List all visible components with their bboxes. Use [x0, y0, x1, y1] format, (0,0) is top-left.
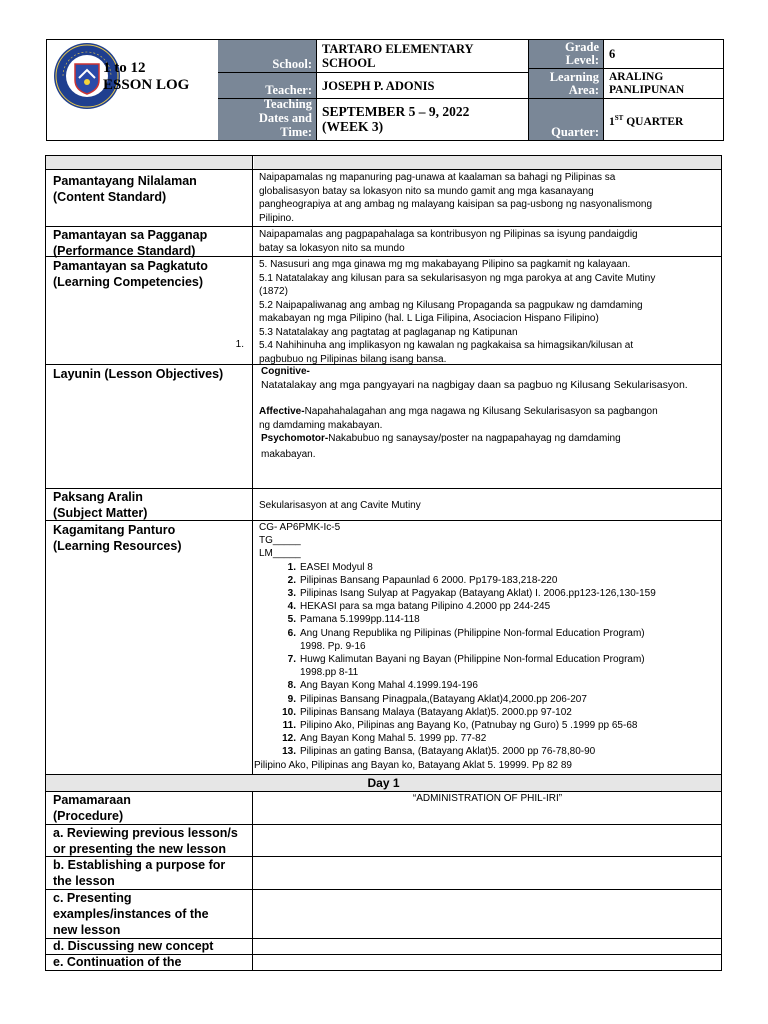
psychomotor-line: Psychomotor-Nakabubuo ng sanaysay/poster na nagpapahayag ng damdaming: [261, 433, 621, 444]
learning-area-label: Learning Area:: [549, 70, 599, 97]
objectives-row: [46, 364, 721, 488]
resource-number: 10.: [282, 706, 296, 718]
resource-text: Pilipino Ako, Pilipinas ang Bayang Ko, (Patnubay ng Guro) 5 .1999 pp 65-68: [300, 720, 638, 732]
teacher-label: Teacher:: [265, 83, 312, 97]
learning-area-value: ARALING PANLIPUNAN: [604, 69, 723, 98]
resource-text: Pilipinas an gating Bansa, (Batayang Aklat)5. 2000 pp 76-78,80-90: [300, 746, 596, 758]
resource-text: Pilipinas Bansang Pinagpala,(Batayang Aklat)4,2000.pp 206-207: [300, 693, 587, 705]
resource-text: Pilipinas Isang Sulyap at Pagyakap (Batayang Aklat) I. 2006.pp123-126,130-159: [300, 588, 656, 600]
resource-number: 6.: [287, 627, 296, 639]
step-d-row: [46, 938, 721, 954]
grade-level-value: 6: [604, 40, 723, 68]
resource-item: [279, 561, 721, 574]
resource-text: Pamana 5.1999pp.114-118: [300, 614, 420, 626]
content-standard-row: [46, 169, 721, 226]
procedure-text: “ADMINISTRATION OF PHIL-IRI”: [412, 793, 563, 804]
resource-item: [279, 693, 721, 706]
step-b-row: [46, 856, 721, 889]
resource-text: Pilipinas Bansang Papaunlad 6 2000. Pp179-183,218-220: [300, 574, 558, 586]
affective-line: Affective-Napahahalagahan ang mga nagawa ng Kilusang Sekularisasyon sa pagbangon: [259, 406, 658, 417]
grade-level-label: Grade Level:: [564, 40, 599, 67]
resource-number: 7.: [287, 654, 296, 666]
step-c-label: c. Presenting examples/instances of the new lesson: [46, 890, 253, 938]
resource-item: [279, 706, 721, 719]
resource-number: 2.: [287, 574, 296, 586]
resource-item-continuation: [279, 640, 721, 653]
learning-competencies-label: Pamantayan sa Pagkatuto (Learning Competencies) 1.: [46, 257, 253, 364]
teacher-value: JOSEPH P. ADONIS: [317, 73, 529, 98]
day-row: [46, 774, 721, 791]
resource-number: 3.: [287, 588, 296, 600]
resource-number: 1.: [287, 561, 296, 573]
header-title-line2: ESSON LOG: [103, 77, 190, 93]
table-header-row: [46, 156, 721, 169]
performance-standard-label: Pamantayan sa Pagganap (Performance Standard): [46, 227, 253, 256]
quarter-value: 1ST QUARTER: [604, 99, 723, 140]
lesson-log-table: [45, 155, 722, 971]
subject-matter-label: Paksang Aralin (Subject Matter): [46, 489, 253, 520]
step-b-label: b. Establishing a purpose for the lesson: [46, 857, 253, 889]
resource-text: 1998.pp 8-11: [300, 667, 359, 679]
teaching-dates-label: Teaching Dates and Time:: [258, 97, 312, 139]
day-label: Day 1: [367, 776, 400, 790]
learning-resources-label: Kagamitang Panturo (Learning Resources): [46, 521, 253, 774]
resource-text: 1998. Pp. 9-16: [300, 640, 366, 652]
resource-text: Huwg Kalimutan Bayani ng Bayan (Philippine Non-formal Education Program): [300, 654, 645, 666]
step-c-row: [46, 889, 721, 938]
resource-number: 9.: [287, 693, 296, 705]
step-b-content: [254, 857, 721, 889]
content-standard-text: Naipapamalas ng mapanuring pag-unawa at kaalaman sa bahagi ng Pilipinas sa globalisasyon batay sa lokasyon nito sa mundo gamit ang mga kasanayang pangheograpiya at ang ambag ng malayang kaisipan sa pag-usbong ng nasyonalismong Pilipino.: [259, 172, 653, 224]
resource-number: 13.: [282, 746, 296, 758]
resource-item: [279, 587, 721, 600]
step-e-label: e. Continuation of the: [46, 955, 253, 970]
quarter-label: Quarter:: [551, 125, 599, 139]
resource-item: [279, 600, 721, 613]
resource-item: [279, 732, 721, 745]
school-value: TARTARO ELEMENTARY SCHOOL: [317, 40, 529, 72]
header-label-column-right: [529, 40, 604, 140]
resource-number: 12.: [282, 733, 296, 745]
performance-standard-text: Naipapamalas ang pagpapahalaga sa kontribusyon ng Pilipinas sa isyung pandaigdig batay sa lokasyon nito sa mundo: [259, 229, 638, 254]
resource-text: Ang Bayan Kong Mahal 4.1999.194-196: [300, 680, 478, 692]
resource-text: Pilipinas Bansang Malaya (Batayang Aklat)5. 2000.pp 97-102: [300, 706, 572, 718]
learning-resources-text: CG- AP6PMK-Ic-5 TG_____ LM_____ 1. EASEI Modyul 8 2. Pilipinas Bansang Papaunlad 6 2000. Pp179-183,218-220 3. Pilipinas Isang Sulyap at Pagyakap (Batayang Aklat) I. 2006.pp123-126,130-159 4. HEKASI para sa mga batang Pilipino 4.2000 pp 244-245 5. Pamana 5.1999pp.114-118 6. Ang Unang Republika ng Pilipinas (Philippine Non-formal Education Program) 1998. Pp. 9-16 7. Huwg Kalimutan Bayani ng Bayan (Philippine Non-formal Education Program) 1998.pp 8-11 8. Ang Bayan Kong Mahal 4.1999.194-196 9. Pilipinas Bansang Pinagpala,(Batayang Aklat)4,2000.pp 206-207 10. Pilipinas Bansang Malaya (Batayang Aklat)5. 2000.pp 97-102 11. Pilipino Ako, Pilipinas ang Bayang Ko, (Patnubay ng Guro) 5 .1999 pp 65-68 12. Ang Bayan Kong Mahal 5. 1999 pp. 77-82 13. Pilipinas an gating Bansa, (Batayang Aklat)5. 2000 pp 76-78,80-90 Pilipino Ako, Pilipinas ang Bayan ko, Batayang Aklat 5. 19999. Pp 82 89: [254, 521, 721, 774]
step-c-content: [254, 890, 721, 938]
step-a-row: [46, 824, 721, 856]
learning-resources-row: [46, 520, 721, 774]
logo-area: [47, 40, 218, 140]
objectives-label: Layunin (Lesson Objectives): [46, 365, 253, 488]
step-e-row: [46, 954, 721, 970]
resource-text: Ang Bayan Kong Mahal 5. 1999 pp. 77-82: [300, 733, 487, 745]
resource-item: [279, 679, 721, 692]
resource-number: 4.: [287, 601, 296, 613]
cognitive-label: Cognitive-: [261, 366, 310, 377]
dates-value: SEPTEMBER 5 – 9, 2022 (WEEK 3): [317, 99, 529, 140]
procedure-row: [46, 791, 721, 824]
resource-list: [259, 561, 721, 759]
side-number: 1.: [235, 339, 244, 350]
resource-number: 8.: [287, 680, 296, 692]
header-label-column: [218, 40, 317, 140]
step-a-content: [254, 825, 721, 856]
cognitive-text: Natatalakay ang mga pangyayari na nagbigay daan sa pagbuo ng Kilusang Sekularisasyon.: [261, 378, 688, 391]
resource-item: [279, 627, 721, 640]
resource-item: [279, 574, 721, 587]
performance-standard-row: [46, 226, 721, 256]
resource-number: 5.: [287, 614, 296, 626]
learning-competencies-row: [46, 256, 721, 364]
resource-item: [279, 719, 721, 732]
resource-number: 11.: [282, 720, 296, 732]
objectives-text: Cognitive- Natatalakay ang mga pangyayari na nagbigay daan sa pagbuo ng Kilusang Sekularisasyon. Affective-Napahahalagahan ang mga nagawa ng Kilusang Sekularisasyon sa pagbangon ng damdaming makabayan. Psychomotor-Nakabubuo ng sanaysay/poster na nagpapahayag ng damdaming makabayan.: [254, 365, 721, 488]
header-title-line1: 1 to 12: [103, 60, 146, 76]
resource-text: EASEI Modyul 8: [300, 561, 373, 573]
resource-item: [279, 745, 721, 758]
resource-item: [279, 613, 721, 626]
school-label: School:: [272, 57, 312, 71]
header-table: [46, 39, 724, 141]
content-standard-label: Pamantayang Nilalaman (Content Standard): [46, 170, 253, 226]
subject-matter-text: Sekularisasyon at ang Cavite Mutiny: [259, 500, 421, 511]
subject-matter-row: [46, 488, 721, 520]
step-d-label: d. Discussing new concept: [46, 939, 253, 954]
resource-text: HEKASI para sa mga batang Pilipino 4.2000 pp 244-245: [300, 601, 551, 613]
step-e-content: [254, 955, 721, 970]
step-d-content: [254, 939, 721, 954]
step-a-label: a. Reviewing previous lesson/s or presenting the new lesson: [46, 825, 253, 856]
procedure-label: Pamamaraan (Procedure): [46, 792, 253, 824]
header-title: [103, 60, 221, 94]
resource-item: [279, 653, 721, 666]
resource-text: Ang Unang Republika ng Pilipinas (Philippine Non-formal Education Program): [300, 627, 645, 639]
resource-footer: Pilipino Ako, Pilipinas ang Bayan ko, Batayang Aklat 5. 19999. Pp 82 89: [254, 759, 572, 771]
learning-competencies-text: 5. Nasusuri ang mga ginawa mg mg makabayang Pilipino sa pagkamit ng kalayaan. 5.1 Natatalakay ang kilusan para sa sekularisasyon ng mga parokya at ang Cavite Mutiny (1872) 5.2 Naipapaliwanag ang ambag ng Kilusang Propaganda sa pagpukaw ng damdaming makabayan ng mga Pilipino (hal. L Liga Filipina, Asociacion Hispano Filipino) 5.3 Natatalakay ang pagtatag at paglaganap ng Katipunan 5.4 Nahihinuha ang implikasyon ng kawalan ng pagkakaisa sa himagsikan/kilusan at pagbubuo ng Pilipinas bilang isang bansa.: [259, 259, 656, 365]
resource-item-continuation: [279, 666, 721, 679]
